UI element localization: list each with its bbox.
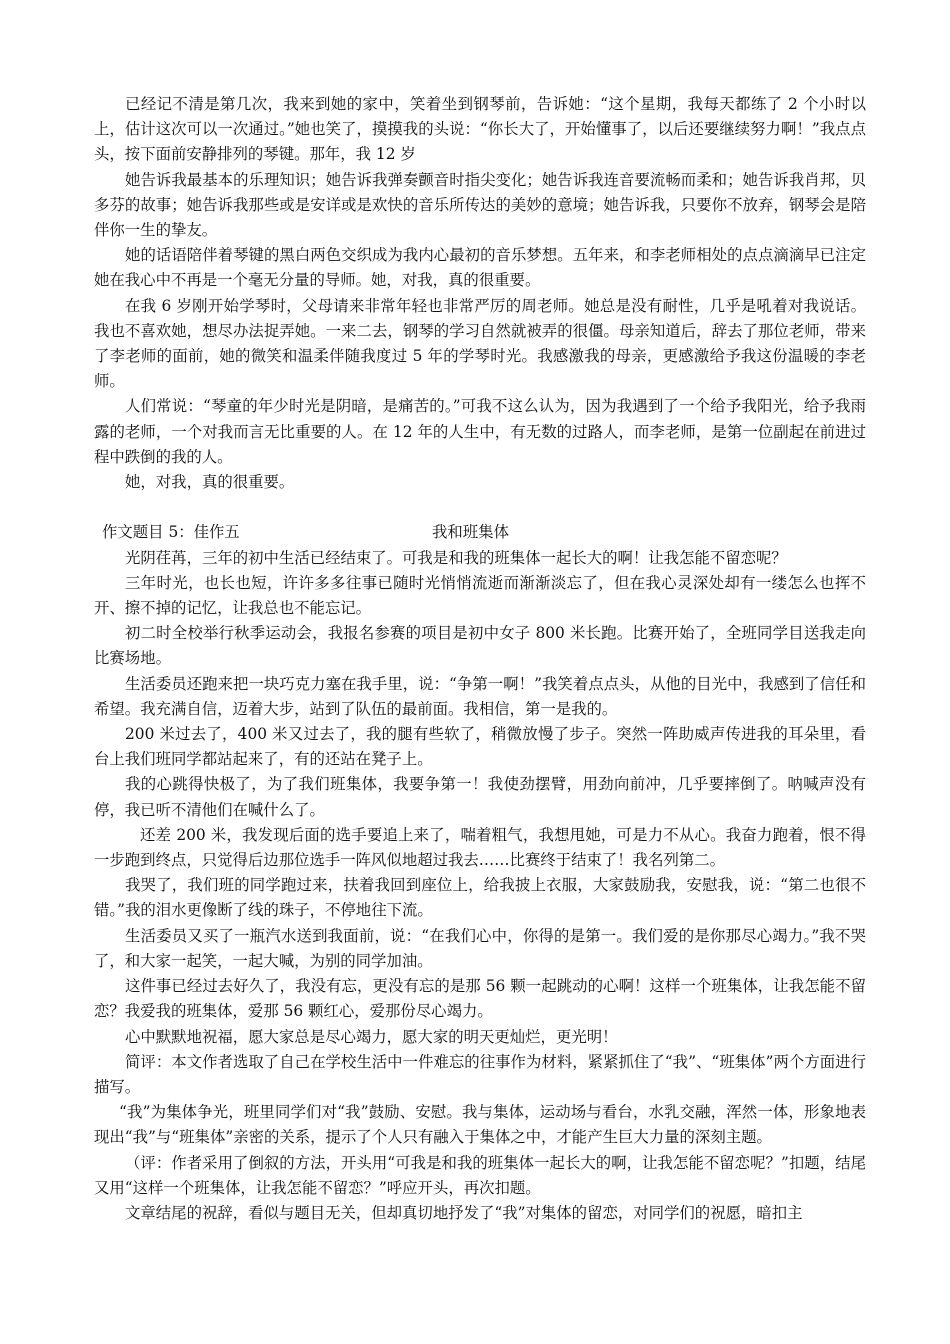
essay5-title: 我和班集体	[432, 523, 509, 542]
commentary-paragraph-1: 简评：本文作者选取了自己在学校生活中一件难忘的往事作为材料，紧紧抓住了“我”、“班集体”两个方面进行描写。	[94, 1052, 866, 1096]
essay4-paragraph-2: 她告诉我最基本的乐理知识；她告诉我弹奏颤音时指尖变化；她告诉我连音要流畅而柔和；她告诉我肖邦，贝多芬的故事；她告诉我那些或是安详或是欢快的音乐所传达的美妙的意境；她告诉我，只要你不放弃，钢琴会是陪伴你一生的挚友。	[94, 170, 866, 240]
commentary-paragraph-3: （评：作者采用了倒叙的方法，开头用“可我是和我的班集体一起长大的啊，让我怎能不留恋呢？”扣题，结尾又用“这样一个班集体，让我怎能不留恋？”呼应开头，再次扣题。	[94, 1153, 866, 1197]
essay4-paragraph-6: 她，对我，真的很重要。	[125, 473, 295, 492]
essay5-paragraph-9: 生活委员又买了一瓶汽水送到我面前，说：“在我们心中，你得的是第一。我们爱的是你那尽心竭力。”我不哭了，和大家一起笑，一起大喊，为别的同学加油。	[94, 926, 866, 970]
essay5-paragraph-3: 初二时全校举行秋季运动会，我报名参赛的项目是初中女子 800 米长跑。比赛开始了，全班同学目送我走向比赛场地。	[94, 624, 866, 668]
commentary-paragraph-2: “我”为集体争光，班里同学们对“我”鼓励、安慰。我与集体，运动场与看台，水乳交融，浑然一体，形象地表现出“我”与“班集体”亲密的关系，提示了个人只有融入于集体之中，才能产生巨大力量的深刻主题。	[94, 1103, 866, 1147]
commentary-paragraph-4: 文章结尾的祝辞，看似与题目无关，但却真切地抒发了“我”对集体的留恋，对同学们的祝愿，暗扣主	[125, 1203, 803, 1222]
essay5-paragraph-4: 生活委员还跑来把一块巧克力塞在我手里，说：“争第一啊！”我笑着点点头，从他的目光中，我感到了信任和希望。我充满自信，迈着大步，站到了队伍的最前面。我相信，第一是我的。	[94, 674, 866, 718]
section-spacer	[94, 495, 866, 520]
essay4-paragraph-1: 已经记不清是第几次，我来到她的家中，笑着坐到钢琴前，告诉她：“这个星期，我每天都练了 2 个小时以上，估计这次可以一次通过。”她也笑了，摸摸我的头说：“你长大了，开始懂事了，以后还要继续努力啊！”我点点头，按下面前安静排列的琴键。那年，我 12 岁	[94, 95, 866, 164]
essay5-heading	[94, 520, 866, 545]
essay4-paragraph-3: 她的话语陪伴着琴键的黑白两色交织成为我内心最初的音乐梦想。五年来，和李老师相处的点点滴滴早已注定她在我心中不再是一个毫无分量的导师。她，对我，真的很重要。	[94, 246, 866, 290]
essay5-paragraph-1: 光阴荏苒，三年的初中生活已经结束了。可我是和我的班集体一起长大的啊！让我怎能不留恋呢？	[125, 548, 787, 567]
essay5-paragraph-10: 这件事已经过去好久了，我没有忘，更没有忘的是那 56 颗一起跳动的心啊！这样一个班集体，让我怎能不留恋？我爱我的班集体，爱那 56 颗红心，爱那份尽心竭力。	[94, 977, 866, 1021]
essay5-label: 作文题目 5：佳作五	[102, 523, 240, 542]
essay5-paragraph-5: 200 米过去了，400 米又过去了，我的腿有些软了，稍微放慢了步子。突然一阵助威声传进我的耳朵里，看台上我们班同学都站起来了，有的还站在凳子上。	[94, 725, 866, 769]
essay5-paragraph-8: 我哭了，我们班的同学跑过来，扶着我回到座位上，给我披上衣服，大家鼓励我，安慰我，说：“第二也很不错。”我的泪水更像断了线的珠子，不停地往下流。	[94, 876, 866, 920]
essay5-paragraph-6: 我的心跳得快极了，为了我们班集体，我要争第一！我使劲摆臂，用劲向前冲，几乎要摔倒了。呐喊声没有停，我已听不清他们在喊什么了。	[94, 775, 866, 819]
essay5-paragraph-11: 心中默默地祝福，愿大家总是尽心竭力，愿大家的明天更灿烂，更光明！	[125, 1027, 618, 1046]
essay5-paragraph-2: 三年时光，也长也短，许许多多往事已随时光悄悄流逝而渐渐淡忘了，但在我心灵深处却有一缕怎么也挥不开、擦不掉的记忆，让我总也不能忘记。	[94, 573, 866, 618]
essay4-paragraph-5: 人们常说：“琴童的年少时光是阴暗，是痛苦的。”可我不这么认为，因为我遇到了一个给予我阳光，给予我雨露的老师，一个对我而言无比重要的人。在 12 年的人生中，有无数的过路人，而李老师，是第一位副起在前进过程中跌倒的我的人。	[94, 397, 866, 466]
document-page	[94, 92, 866, 1226]
essay5-paragraph-7: 还差 200 米，我发现后面的选手要追上来了，喘着粗气，我想甩她，可是力不从心。我奋力跑着，恨不得一步跑到终点，只觉得后边那位选手一阵风似地超过我去……比赛终于结束了！我名列第二。	[94, 825, 866, 870]
essay4-paragraph-4: 在我 6 岁刚开始学琴时，父母请来非常年轻也非常严厉的周老师。她总是没有耐性，几乎是吼着对我说话。我也不喜欢她，想尽办法捉弄她。一来二去，钢琴的学习自然就被弄的很僵。母亲知道后，辞去了那位老师，带来了李老师的面前，她的微笑和温柔伴随我度过 5 年的学琴时光。我感激我的母亲，更感激给予我这份温暖的李老师。	[94, 296, 866, 391]
